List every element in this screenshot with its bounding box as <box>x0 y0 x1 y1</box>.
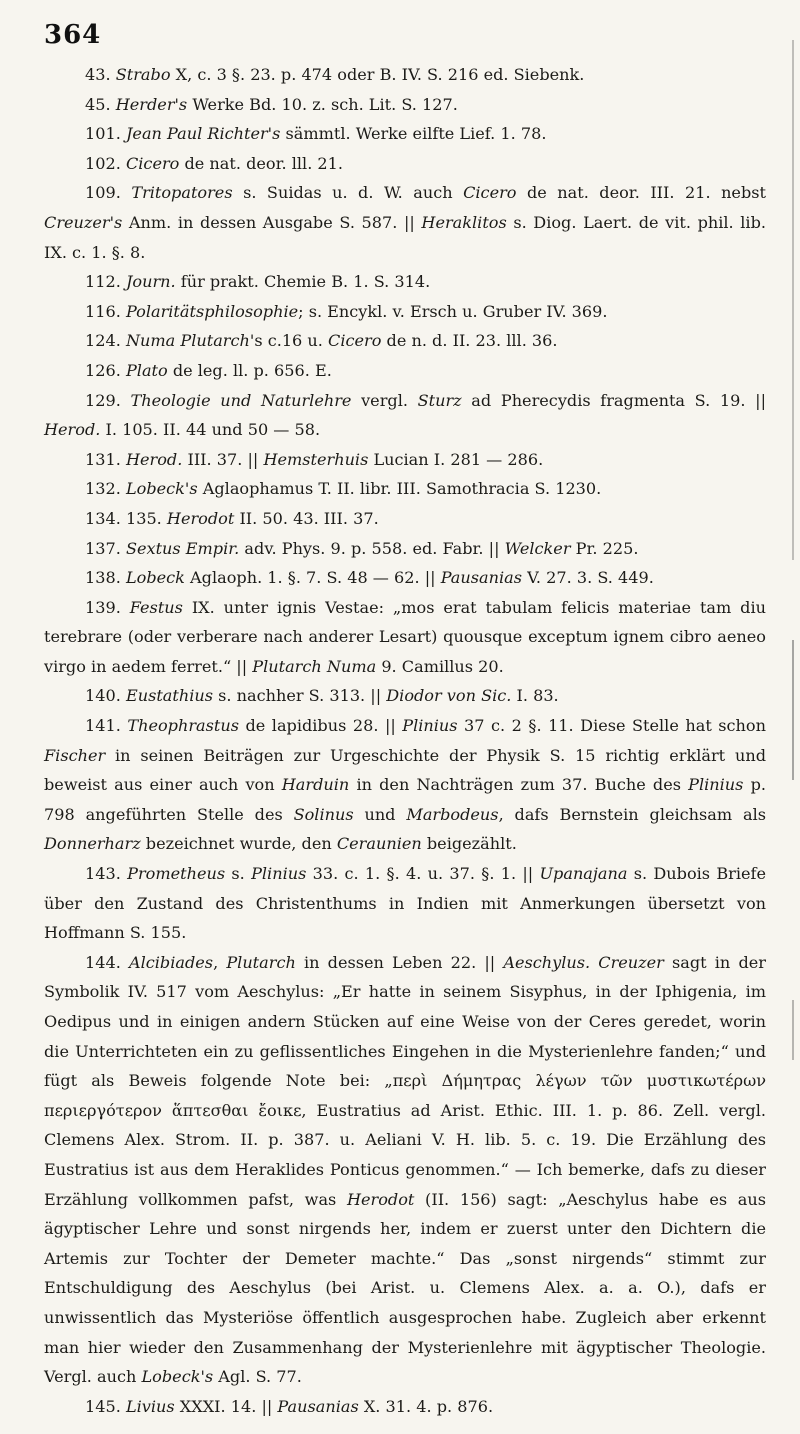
note-entry <box>44 119 766 149</box>
note-number: 138. <box>85 568 121 588</box>
note-text: Festus IX. unter ignis Vestae: „mos erat tabulam felicis materiae tam diu terebrare (oder verberare nach anderer Lesart) quousque exceptum ignem cibro aeneo virgo in aedem ferret.“ || Plutarch Numa 9. Camillus 20. <box>44 597 766 676</box>
note-entry <box>44 593 766 682</box>
notes-body <box>44 60 766 1421</box>
note-number: 137. <box>85 538 121 558</box>
note-text: Tritopatores s. Suidas u. d. W. auch Cicero de nat. deor. III. 21. nebst Creuzer's Anm. in dessen Ausgabe S. 587. || Heraklitos s. Diog. Laert. de vit. phil. lib. IX. c. 1. §. 8. <box>44 183 766 262</box>
note-text: Herod. III. 37. || Hemsterhuis Lucian I. 281 — 286. <box>125 449 544 469</box>
note-text: Polaritätsphilosophie; s. Encykl. v. Ersch u. Gruber IV. 369. <box>125 301 608 321</box>
note-text: Sextus Empir. adv. Phys. 9. p. 558. ed. Fabr. || Welcker Pr. 225. <box>125 538 639 558</box>
note-text: Theophrastus de lapidibus 28. || Plinius 37 c. 2 §. 11. Diese Stelle hat schon Fischer in seinen Beiträgen zur Urgeschichte der Physik S. 15 richtig erklärt und beweist aus einer auch von Harduin in den Nachträgen zum 37. Buche des Plinius p. 798 angeführten Stelle des Solinus und Marbodeus, dafs Bernstein gleichsam als Donnerharz bezeichnet wurde, den Ceraunien beigezählt. <box>44 716 767 854</box>
note-number: 140. <box>85 686 121 706</box>
note-text: Strabo X, c. 3 §. 23. p. 474 oder B. IV. S. 216 ed. Siebenk. <box>115 65 585 84</box>
note-entry <box>44 859 766 948</box>
note-entry <box>44 563 766 593</box>
note-entry <box>44 948 766 1392</box>
note-entry <box>44 297 766 327</box>
note-text: Alcibiades, Plutarch in dessen Leben 22. || Aeschylus. Creuzer sagt in der Symbolik IV. 517 vom Aeschylus: „Er hatte in seinem Sisyphus, in der Iphigenia, im Oedipus und in einigen andern Stücken auf eine Weise von der Ceres geredet, worin die Unterrichteten ein zu geflissentliches Eingehen in die Mysterienlehre fanden;“ und fügt als Beweis folgende Note bei: „περὶ Δήμητρας λέγων τῶν μυστικωτέρων περιεργότερον ἅπτεσθαι ἔοικε, Eustratius ad Arist. Ethic. III. 1. p. 86. Zell. vergl. Clemens Alex. Strom. II. p. 387. u. Aeliani V. H. lib. 5. c. 19. Die Erzählung des Eustratius ist aus dem Heraklides Ponticus genommen.“ — Ich bemerke, dafs zu dieser Erzählung vollkommen pafst, was Herodot (II. 156) sagt: „Aeschylus habe es aus ägyptischer Lehre und sonst nirgends her, indem er zuerst unter den Dichtern die Artemis zur Tochter der Demeter machte.“ Das „sonst nirgends“ stimmt zur Entschuldigung des Aeschylus (bei Arist. u. Clemens Alex. a. a. O.), dafs er unwissentlich das Mysteriöse öffentlich ausgesprochen habe. Zugleich aber erkennt man hier wieder den Zusammenhang der Mysterienlehre mit ägyptischer Theologie. Vergl. auch Lobeck's Agl. S. 77. <box>44 952 766 1387</box>
note-number: 126. <box>85 360 121 380</box>
note-text: Theologie und Naturlehre vergl. Sturz ad Pherecydis fragmenta S. 19. || Herod. I. 105. II. 44 und 50 — 58. <box>44 390 767 440</box>
note-number: 132. <box>85 479 121 499</box>
note-entry <box>44 326 766 356</box>
note-text: Jean Paul Richter's sämmtl. Werke eilfte Lief. 1. 78. <box>125 124 547 144</box>
note-number: 139. <box>85 597 121 617</box>
note-text: Livius XXXI. 14. || Pausanias X. 31. 4. p. 876. <box>125 1396 494 1416</box>
note-text: Herder's Werke Bd. 10. z. sch. Lit. S. 127. <box>115 94 458 114</box>
note-number: 131. <box>85 449 121 469</box>
note-text: Numa Plutarch's c.16 u. Cicero de n. d. II. 23. lll. 36. <box>125 331 558 351</box>
note-number: 45. <box>85 94 111 114</box>
note-number: 43. <box>85 65 111 84</box>
note-entry <box>44 504 766 534</box>
note-entry <box>44 60 766 90</box>
note-text: Lobeck Aglaoph. 1. §. 7. S. 48 — 62. || Pausanias V. 27. 3. S. 449. <box>125 568 654 588</box>
scan-edge-mark <box>792 40 794 560</box>
note-text: Eustathius s. nachher S. 313. || Diodor von Sic. I. 83. <box>125 686 559 706</box>
note-number: 134. <box>85 508 121 528</box>
note-number: 143. <box>85 864 121 884</box>
note-entry <box>44 178 766 267</box>
note-entry <box>44 267 766 297</box>
note-entry <box>44 681 766 711</box>
note-number: 144. <box>85 952 121 972</box>
note-number: 141. <box>85 716 121 736</box>
note-entry <box>44 445 766 475</box>
note-number: 129. <box>85 390 121 410</box>
note-entry <box>44 149 766 179</box>
note-entry <box>44 711 766 859</box>
note-number: 124. <box>85 331 121 351</box>
note-number: 101. <box>85 124 121 144</box>
note-number: 109. <box>85 183 121 203</box>
note-text: Journ. für prakt. Chemie B. 1. S. 314. <box>125 272 431 292</box>
note-entry <box>44 356 766 386</box>
note-text: Prometheus s. Plinius 33. c. 1. §. 4. u. 37. §. 1. || Upanajana s. Dubois Briefe über den Zustand des Christenthums in Indien mit Anmerkungen übersetzt von Hoffmann S. 155. <box>44 864 767 943</box>
scan-edge-mark <box>792 1000 794 1060</box>
note-number: 145. <box>85 1396 121 1416</box>
note-number: 112. <box>85 272 121 292</box>
note-text: Plato de leg. ll. p. 656. E. <box>125 360 332 380</box>
note-entry <box>44 1392 766 1422</box>
note-number: 102. <box>85 153 121 173</box>
note-entry <box>44 386 766 445</box>
note-entry <box>44 90 766 120</box>
scan-edge-mark <box>792 640 794 780</box>
note-text: Cicero de nat. deor. lll. 21. <box>125 153 344 173</box>
note-text: 135. Herodot II. 50. 43. III. 37. <box>125 508 379 528</box>
note-text: Lobeck's Aglaophamus T. II. libr. III. Samothracia S. 1230. <box>125 479 602 499</box>
note-entry <box>44 474 766 504</box>
page-number: 364 <box>44 20 102 50</box>
note-entry <box>44 534 766 564</box>
note-number: 116. <box>85 301 121 321</box>
